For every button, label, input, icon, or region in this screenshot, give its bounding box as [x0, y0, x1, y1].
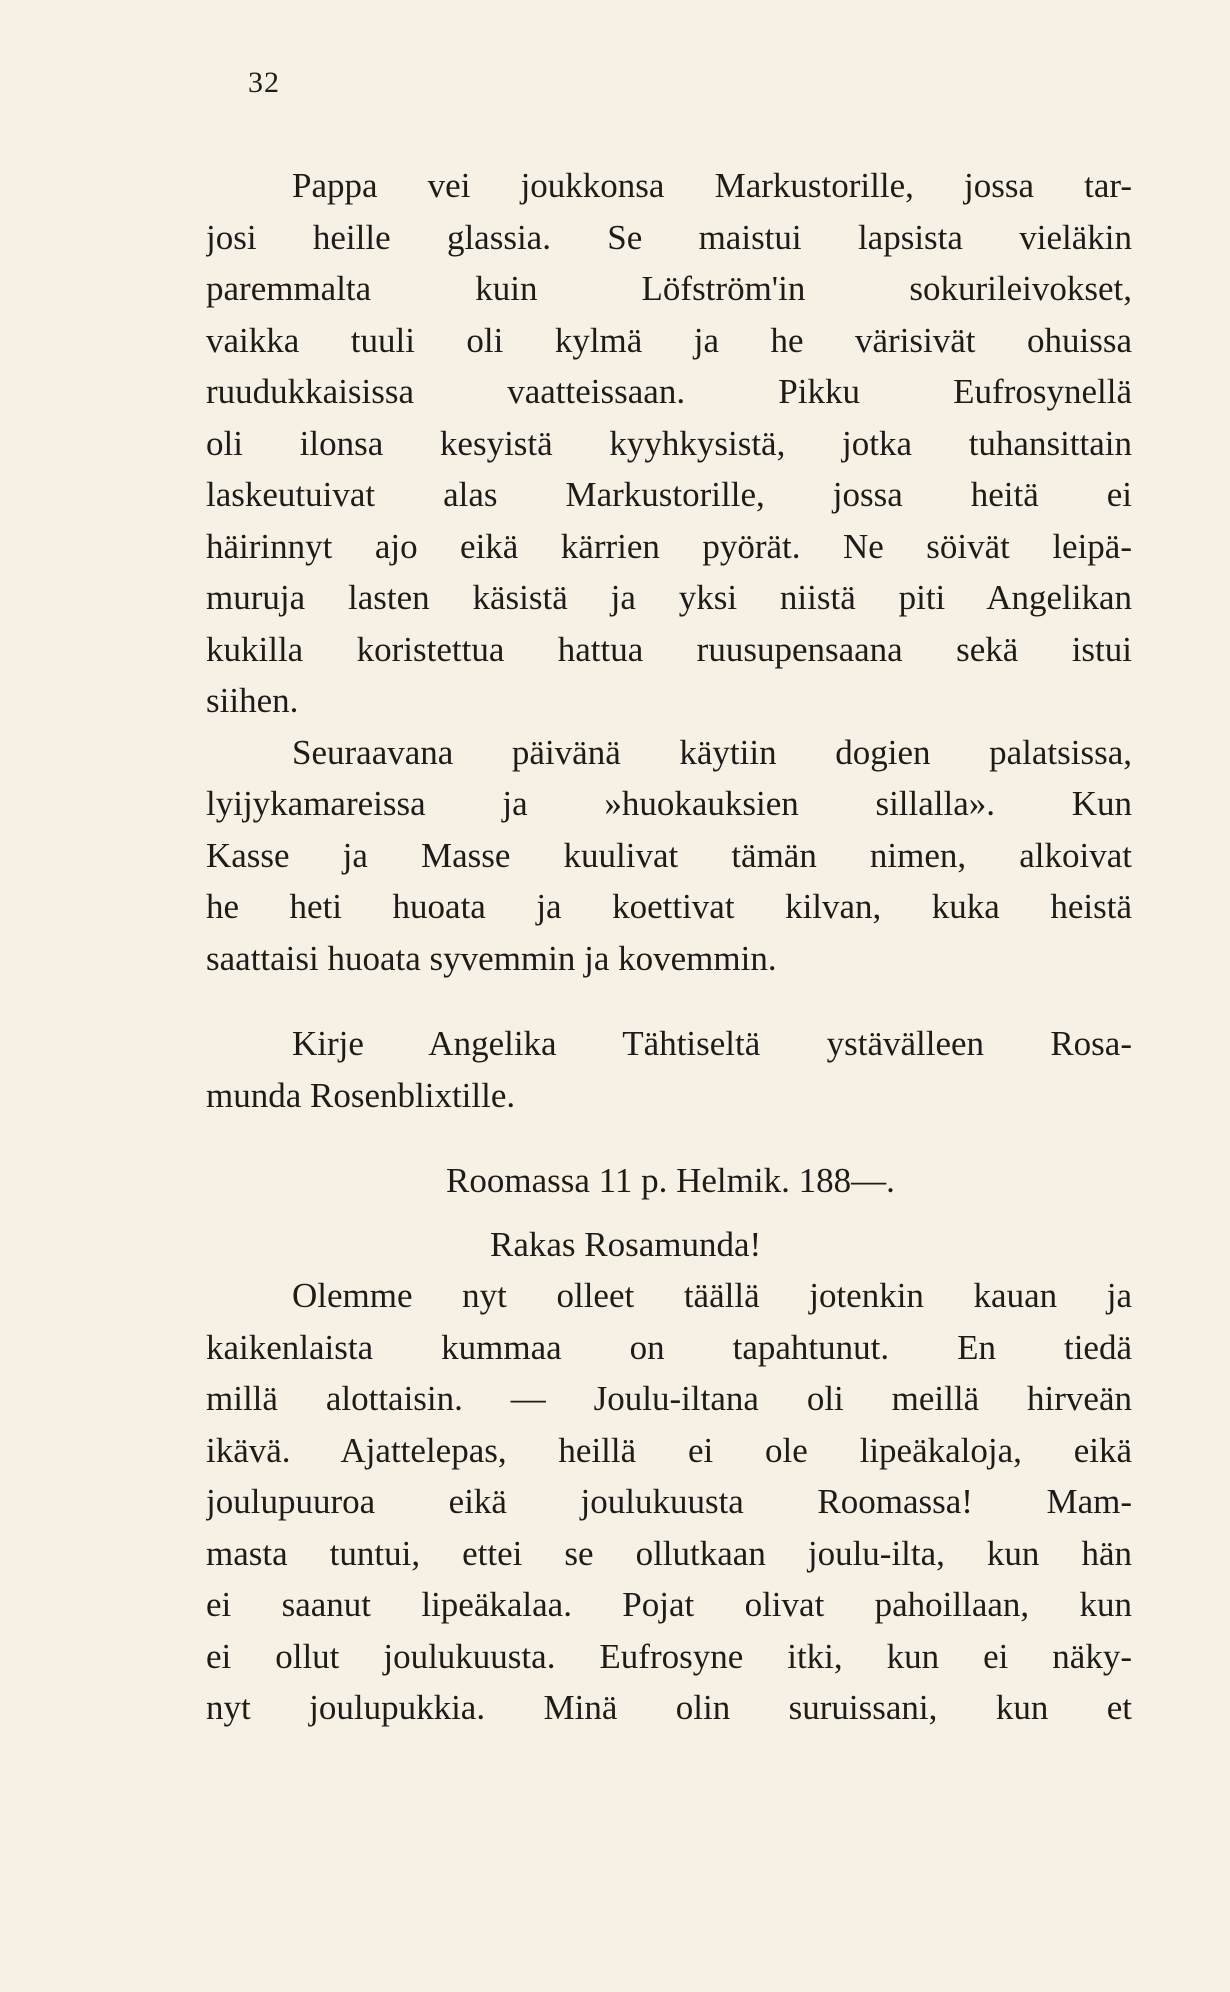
text-line: siihen.: [206, 681, 299, 720]
text-line: Kasse ja Masse kuulivat tämän nimen, alkoivat: [206, 835, 1132, 875]
text-line: häirinnyt ajo eikä kärrien pyörät. Ne söivät leipä-: [206, 526, 1132, 566]
text-line: masta tuntui, ettei se ollutkaan joulu-ilta, kun hän: [206, 1533, 1132, 1573]
text-line: laskeutuivat alas Markustorille, jossa heitä ei: [206, 475, 1132, 514]
text-line: Olemme nyt olleet täällä jotenkin kauan ja: [292, 1276, 1132, 1315]
text-line: millä alottaisin. — Joulu-iltana oli meillä hirveän: [206, 1379, 1132, 1418]
text-line: ruudukkaisissa vaatteissaan. Pikku Eufrosynellä: [206, 372, 1132, 411]
text-line: paremmalta kuin Löfström'in sokurileivokset,: [206, 269, 1132, 308]
text-line: joulupuuroa eikä joulukuusta Roomassa! Mam-: [206, 1482, 1132, 1521]
paragraph-3: [206, 1270, 1132, 1734]
heading-line: munda Rosenblixtille.: [206, 1075, 516, 1115]
text-line: muruja lasten käsistä ja yksi niistä piti Angelikan: [206, 578, 1132, 617]
section-gap: [206, 1121, 1132, 1155]
section-gap: [206, 1207, 1132, 1219]
text-line: ikävä. Ajattelepas, heillä ei ole lipeäkaloja, eikä: [206, 1430, 1132, 1470]
text-line: saattaisi huoata syvemmin ja kovemmin.: [206, 938, 777, 978]
text-line: Pappa vei joukkonsa Markustorille, jossa tar-: [292, 166, 1132, 205]
page-number: 32: [248, 66, 280, 99]
paragraph-2: [206, 727, 1132, 985]
letter-salutation: Rakas Rosamunda!: [490, 1224, 762, 1264]
section-gap: [206, 984, 1132, 1018]
text-line: ei saanut lipeäkalaa. Pojat olivat pahoillaan, kun: [206, 1585, 1132, 1624]
text-line: oli ilonsa kesyistä kyyhkysistä, jotka tuhansittain: [206, 423, 1132, 463]
text-line: he heti huoata ja koettivat kilvan, kuka heistä: [206, 887, 1132, 926]
heading-line: Kirje Angelika Tähtiseltä ystävälleen Rosa-: [292, 1024, 1132, 1063]
text-line: nyt joulupukkia. Minä olin suruissani, kun et: [206, 1688, 1132, 1727]
text-block: [206, 160, 1132, 1734]
text-line: ei ollut joulukuusta. Eufrosyne itki, kun ei näky-: [206, 1636, 1132, 1676]
text-line: lyijykamareissa ja »huokauksien sillalla». Kun: [206, 784, 1132, 823]
text-line: kaikenlaista kummaa on tapahtunut. En tiedä: [206, 1327, 1132, 1367]
letter-dateline: Roomassa 11 p. Helmik. 188—.: [446, 1161, 895, 1200]
paragraph-1: [206, 160, 1132, 727]
text-line: josi heille glassia. Se maistui lapsista vieläkin: [206, 217, 1132, 257]
text-line: vaikka tuuli oli kylmä ja he värisivät ohuissa: [206, 320, 1132, 360]
letter-heading: [206, 1018, 1132, 1121]
text-line: Seuraavana päivänä käytiin dogien palatsissa,: [292, 732, 1132, 772]
text-line: kukilla koristettua hattua ruusupensaana sekä istui: [206, 629, 1132, 669]
